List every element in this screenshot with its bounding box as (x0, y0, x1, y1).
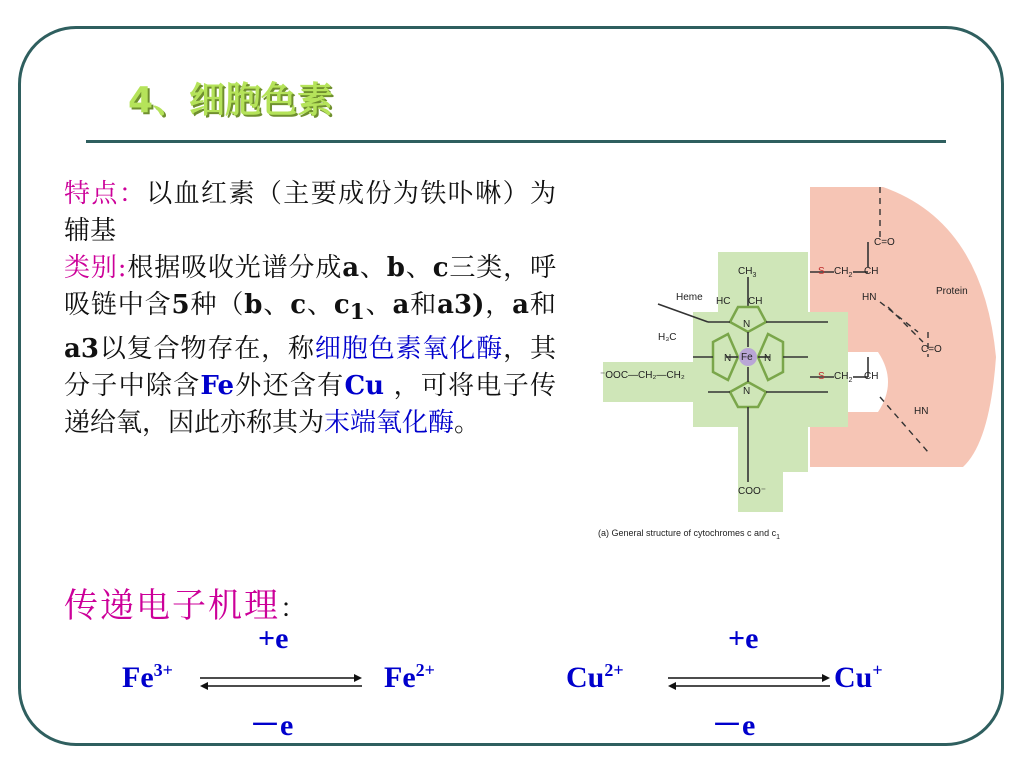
ch-label: CH (864, 266, 879, 277)
cyt-c: c (432, 253, 449, 283)
cyt-a-2: a (392, 290, 410, 320)
mechanism-title-text: 传递电子机理 (64, 586, 280, 626)
cu-equilibrium-arrows (666, 670, 832, 694)
cyt-c1-base: c (333, 290, 350, 320)
cu-minus-e: －e (712, 709, 756, 742)
sep: 、 (364, 290, 393, 320)
sep: 、 (404, 253, 433, 283)
iron-symbol: Fe (200, 371, 235, 402)
fe-minus-e: －e (250, 709, 294, 742)
ch2-label: $CH_2$ (834, 371, 853, 384)
category-t7: ，可将电子传递给氧，因此亦称其为 (64, 371, 556, 439)
cyt-c1-sub: 1 (349, 300, 365, 326)
mechanism-colon: ： (280, 594, 309, 624)
sep: 、 (359, 253, 387, 283)
cu1-ion: Cu+ (834, 660, 883, 694)
category-label: 类别: (64, 253, 127, 283)
cytochrome-oxidase: 细胞色素氧化酶 (314, 334, 504, 365)
cyt-c1 (333, 290, 365, 326)
n-label: N (764, 353, 772, 364)
copper-symbol: Cu (344, 371, 385, 402)
hc-label: HC (716, 296, 731, 307)
category-t6: 外还含有 (234, 371, 345, 402)
n-label: N (743, 319, 751, 330)
co-label: C=O (874, 237, 895, 248)
fe-label: Fe (741, 352, 753, 363)
category-t1: 根据吸收光谱分成 (126, 253, 343, 283)
hn-label: HN (914, 406, 929, 417)
fe-plus-e: +e (258, 622, 289, 655)
cu2-ion: $Cu^{2+}$ (566, 660, 624, 694)
cytochrome-structure-figure (598, 182, 1002, 544)
propionate-label: ⁻OOC—CH₂—CH₂ (600, 370, 685, 381)
cyt-a3-close: a3) (437, 290, 485, 320)
body-text (64, 176, 556, 442)
title-divider (86, 140, 946, 143)
cyt-a3: a3 (64, 334, 99, 365)
mechanism-title (64, 578, 308, 627)
heme-label: Heme (676, 292, 703, 303)
slide-title: 4、细胞色素 (128, 80, 334, 121)
terminal-oxidase: 末端氧化酶 (324, 408, 455, 439)
figure-caption: (a) General structure of cytochromes c and $c_1$ (598, 528, 780, 541)
sep: 、 (306, 290, 334, 320)
ch-label: CH (748, 296, 763, 307)
features-text: 以血红素（主要成份为铁卟啉）为辅基 (64, 179, 556, 246)
category-t4: 以复合物存在，称 (98, 334, 315, 365)
hn-label: HN (862, 292, 877, 303)
category-t5: ，其分子中除含 (64, 334, 556, 402)
fe2-ion: $Fe^{2+}$ (384, 660, 435, 694)
co-label: C=O (921, 344, 942, 355)
cyt-b2: b (244, 290, 263, 320)
cyt-c2: c (290, 290, 307, 320)
count-five: 5 (171, 290, 190, 320)
n-label: N (743, 386, 751, 397)
ch3-label: $CH_3$ (738, 266, 757, 279)
comma: ， (484, 290, 513, 320)
s-label: S (818, 266, 825, 277)
n-label: N (724, 353, 732, 364)
coo-label: COO⁻ (738, 486, 767, 497)
category-t3: 种（ (189, 290, 245, 320)
fe-equilibrium-arrows (198, 670, 364, 694)
category-t2: 三类，呼吸链中含 (64, 253, 556, 320)
features-label: 特点： (64, 179, 147, 209)
ch2-label: $CH_2$ (834, 266, 853, 279)
sep: 、 (262, 290, 291, 320)
h3c-label: H₃C (658, 332, 677, 343)
cyt-b: b (386, 253, 405, 283)
cyt-a-3: a (512, 290, 530, 320)
protein-label: Protein (936, 286, 968, 297)
cyt-a: a (342, 253, 360, 283)
and: 和 (409, 290, 438, 320)
s-label: S (818, 371, 825, 382)
ch-label: CH (864, 371, 879, 382)
cu-plus-e: +e (728, 622, 759, 655)
and: 和 (529, 290, 556, 320)
fe3-ion: $Fe^{3+}$ (122, 660, 173, 694)
category-t8: 。 (454, 408, 481, 439)
